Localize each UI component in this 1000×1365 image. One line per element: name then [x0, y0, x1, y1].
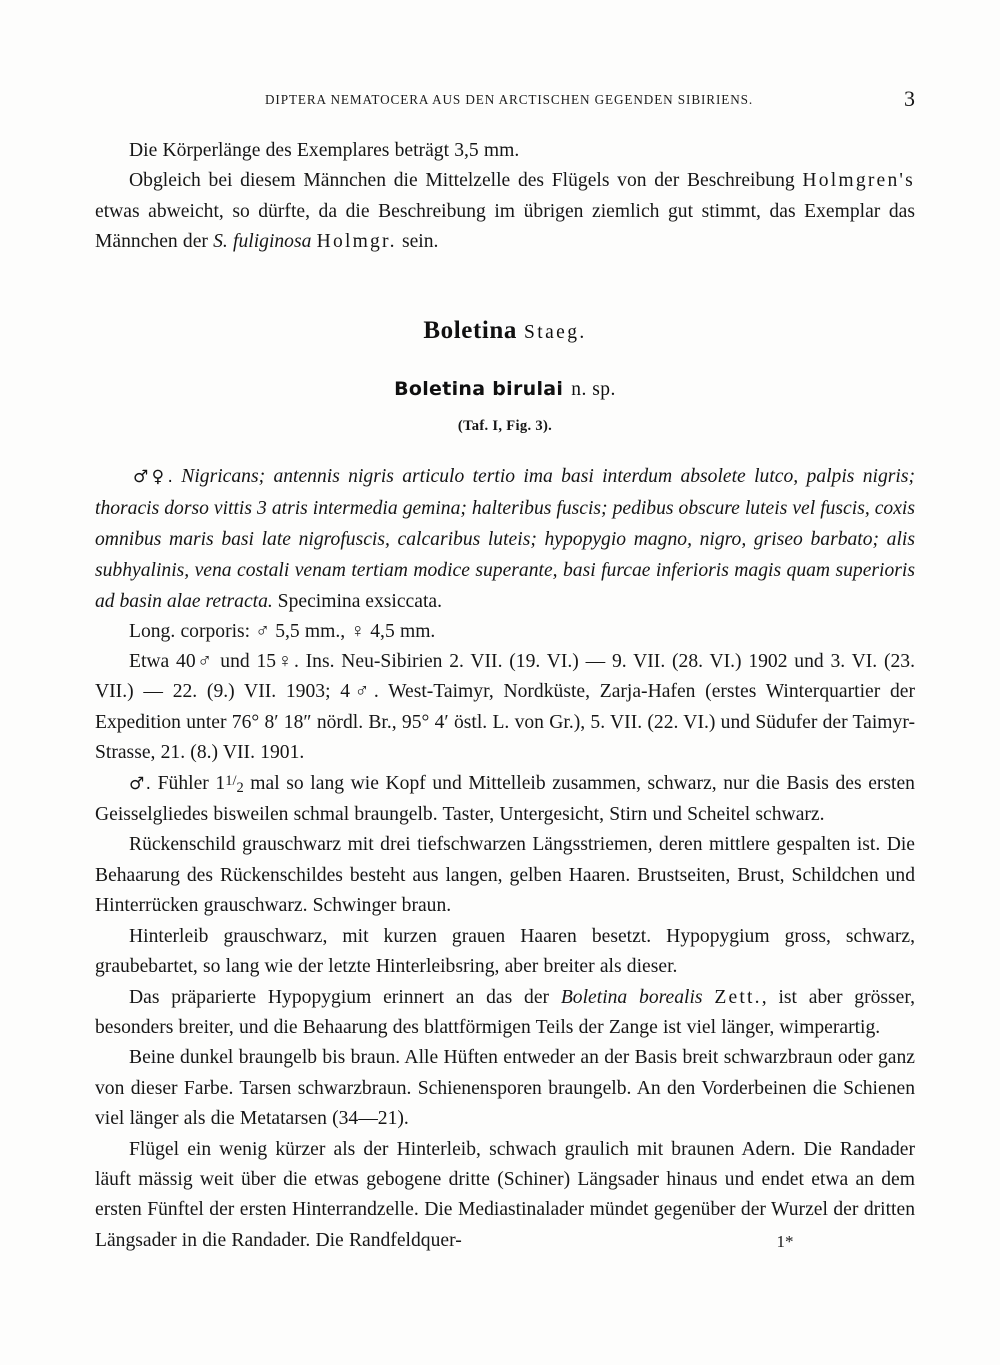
text-run: sein.	[396, 231, 439, 253]
latin-diagnosis	[95, 461, 915, 617]
species-name-borealis: Boletina borealis	[560, 986, 703, 1008]
running-head-title: DIPTERA NEMATOCERA AUS DEN ARCTISCHEN GEGENDEN SIBIRIENS.	[265, 92, 754, 107]
paragraph-holmgren-comparison	[95, 166, 915, 257]
plate-figure-reference: (Taf. I, Fig. 3).	[457, 417, 553, 434]
signature-mark: 1*	[776, 1232, 794, 1251]
paragraph-latin-diagnosis	[95, 461, 915, 617]
species-heading	[95, 375, 915, 404]
taxon-heading-block	[95, 314, 915, 435]
text-run: Das präparierte Hypopygium erinnert an das der	[129, 986, 561, 1008]
text-block	[95, 136, 915, 1256]
paragraph-material-records: Etwa 40♂ und 15♀. Ins. Neu-Sibirien 2. VII. (19. VI.) — 9. VII. (28. VI.) 1902 und 3. VI. (23. VII.) — 22. (9.) VII. 1903; 4♂. West-Taimyr, Nordküste, Zarja-Hafen (erstes Winterquartier der Expedition unter 76° 8′ 18″ nördl. Br., 95° 4′ östl. L. von Gr.), 5. VII. (22. VI.) und Südufer der Taimyr-Strasse, 21. (8.) VII. 1901.	[95, 651, 915, 764]
fraction-slash: /	[232, 773, 237, 790]
text-run: etwas abweicht, so dürfte, da die Beschreibung im übrigen ziemlich gut stimmt, das Exemplar das Männchen der	[95, 200, 915, 253]
paragraph-legs: Beine dunkel braungelb bis braun. Alle Hüften entweder an der Basis breit schwarzbraun oder ganz von dieser Farbe. Tarsen schwarzbraun. Schienensporen braungelb. An den Vorderbeinen die Schienen viel länger als die Metatarsen (34—21).	[95, 1047, 915, 1130]
species-name: Boletina birulai	[394, 377, 564, 400]
paragraph-wings: Flügel ein wenig kürzer als der Hinterleib, schwach graulich mit braunen Adern. Die Randader läuft mässig weit über die etwas gebogene dritte (Schiner) Längsader hinaus und endet etwa an dem ersten Fünftel der ersten Hinterrandzelle. Die Mediastinalader mündet gegenüber der Wurzel der dritten Längsader in die Randader. Die Randfeldquer-	[95, 1138, 915, 1251]
paragraph-abdomen: Hinterleib grauschwarz, mit kurzen grauen Haaren besetzt. Hypopygium gross, schwarz, graubebartet, so lang wie der letzte Hinterleibsring, aber breiter als dieser.	[95, 925, 915, 978]
species-status: n. sp.	[571, 378, 616, 400]
genus-name: Boletina	[423, 316, 518, 344]
running-head	[95, 86, 915, 116]
text-run: mal so lang wie Kopf und Mittelleib zusammen, schwarz, nur die Basis des ersten Geisselgliedes bisweilen schmal braungelb. Taster, Untergesicht, Stirn und Scheitel schwarz.	[95, 772, 915, 826]
text-run	[703, 987, 715, 1008]
paragraph-body-length: Die Körperlänge des Exemplares beträgt 3,5 mm.	[129, 140, 520, 161]
author-name-holmgren: Holmgren's	[802, 170, 915, 192]
fraction-numerator: 1	[225, 773, 233, 790]
genus-heading	[95, 314, 915, 350]
genus-author: Staeg.	[524, 321, 587, 343]
text-run: Fühler 1	[151, 772, 226, 794]
paragraph-antennae	[95, 769, 915, 831]
text-run: Nigricans; antennis nigris articulo tertio ima basi interdum absolete lutco, palpis nigris; thoracis dorso vittis 3 atris intermedia gemina; halteribus fuscis; pedibus obscure luteis vel fuscis, coxis omnibus maris basi late nigrofuscis, calcaribus luteis; hypopygio magno, nigro, griseo barbato; alis subhyalinis, vena costali venam tertiam modice superante, basi furcae inferioris magis quam superioris ad basin alae retracta.	[95, 465, 915, 612]
specimen-condition-note: Specimina exsiccata.	[272, 590, 442, 612]
paragraph-thorax: Rückenschild grauschwarz mit drei tiefschwarzen Längsstriemen, deren mittlere gespalten ist. Die Behaarung des Rückenschildes besteht aus langen, gelben Haaren. Brustseiten, Brust, Schildchen und Hinterrücken grauschwarz. Schwinger braun.	[95, 834, 915, 917]
author-abbrev-zett: Zett.	[714, 986, 762, 1008]
fraction-denominator: 2	[236, 779, 244, 796]
species-name-fuliginosa: S. fuliginosa	[213, 231, 312, 253]
sex-symbol-male: ♂.	[129, 773, 152, 794]
text-run: Obgleich bei diesem Männchen die Mittelzelle des Flügels von der Beschreibung	[129, 170, 803, 192]
author-abbrev-holmgr: Holmgr.	[316, 231, 397, 253]
page-number: 3	[904, 86, 915, 111]
sex-symbols-male-female: ♂♀.	[133, 466, 173, 487]
text-run: , ist aber grösser, besonders breiter, und die Behaarung des blattförmigen Teils der Zange ist viel länger, wimperartig.	[95, 986, 915, 1038]
paragraph-hypopygium	[95, 983, 915, 1044]
paragraph-measurements: Long. corporis: ♂ 5,5 mm., ♀ 4,5 mm.	[129, 620, 436, 642]
